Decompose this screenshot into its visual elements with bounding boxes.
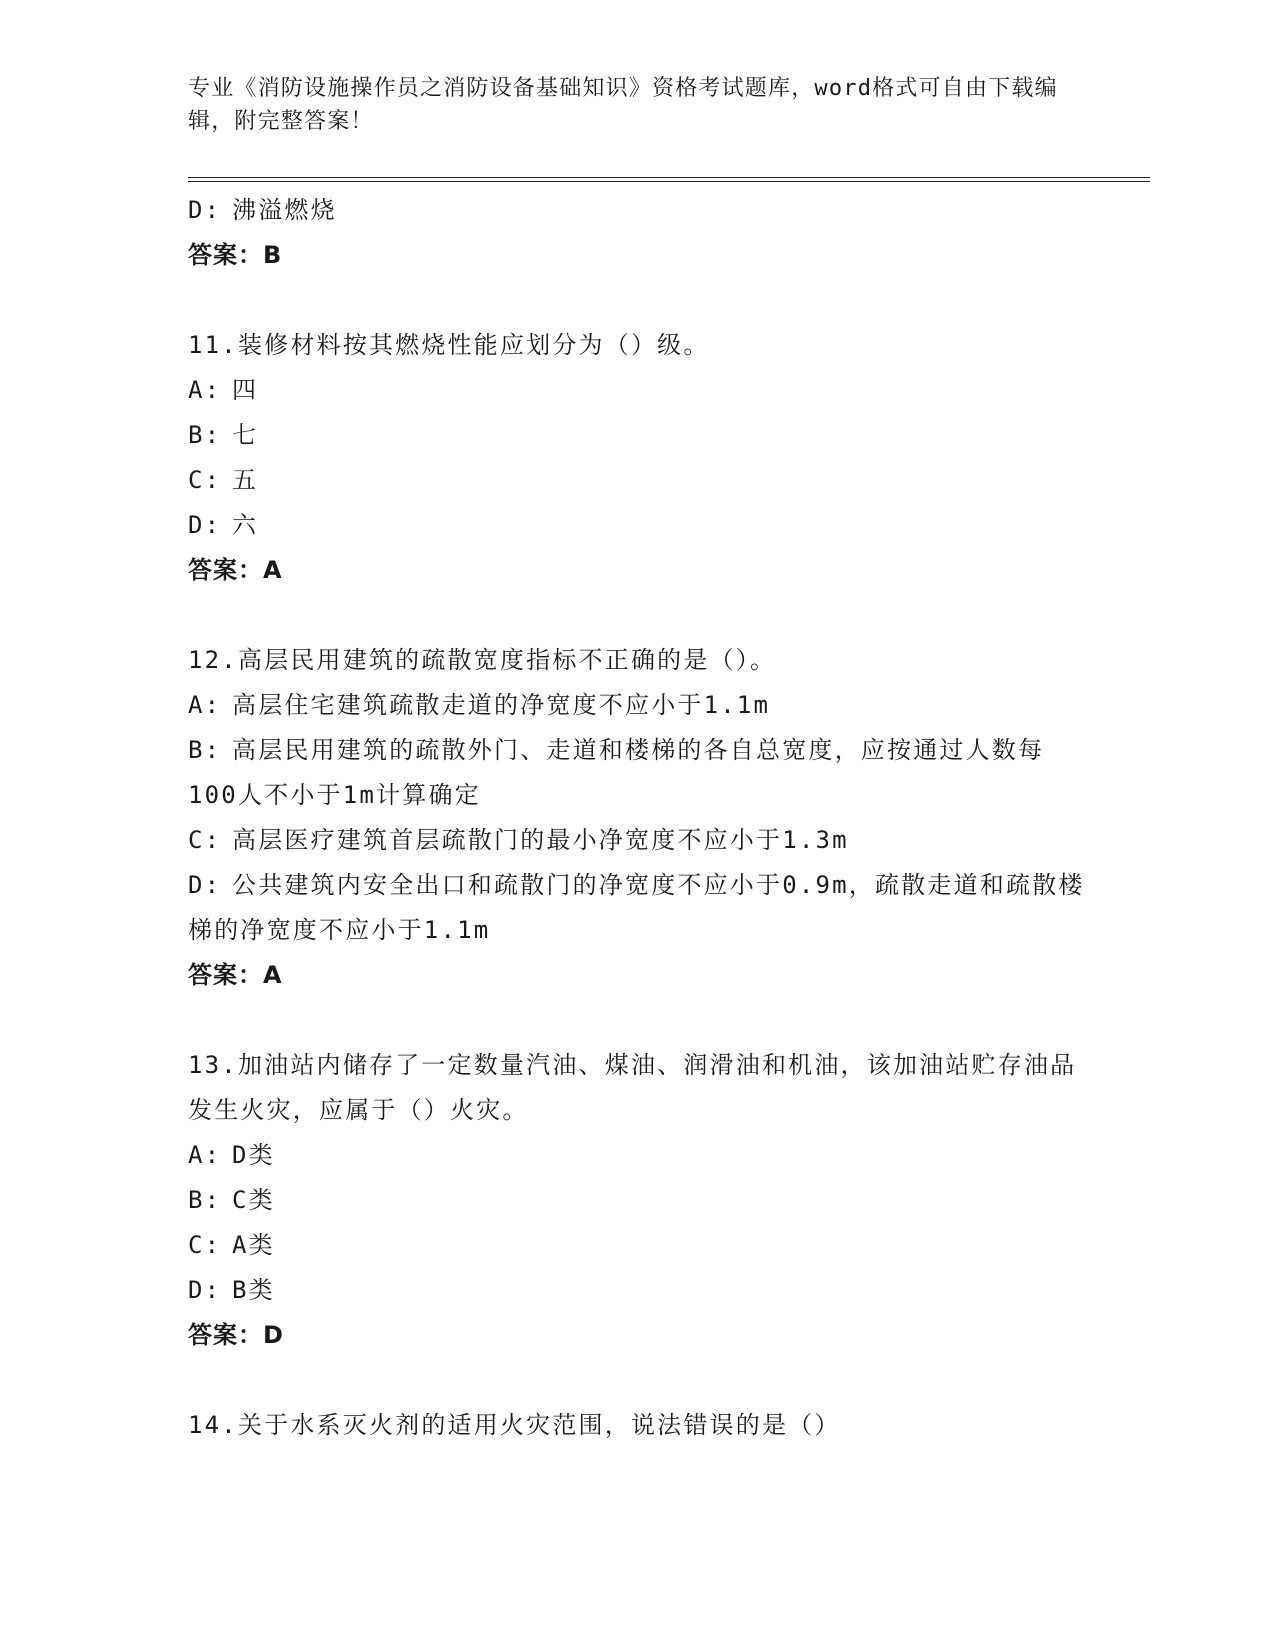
answer-line: 答案：B xyxy=(188,241,283,269)
option-label: D: xyxy=(188,511,222,539)
option-line xyxy=(188,413,1088,458)
option-label: D: xyxy=(188,871,222,899)
option-label: D: xyxy=(188,196,222,224)
option-label: C: xyxy=(188,466,222,494)
page-header: 专业《消防设施操作员之消防设备基础知识》资格考试题库，word格式可自由下载编辑，附完整答案！ xyxy=(188,76,1058,134)
question-gap xyxy=(188,593,1088,638)
option-label: C: xyxy=(188,1231,222,1259)
question-stem: 12.高层民用建筑的疏散宽度指标不正确的是（）。 xyxy=(188,646,777,674)
option-text: B类 xyxy=(232,1276,275,1304)
answer-line: 答案：A xyxy=(188,961,283,989)
option-line xyxy=(188,683,1088,728)
header-divider-bottom xyxy=(188,181,1150,182)
option-line xyxy=(188,863,1088,953)
option-label: A: xyxy=(188,1141,222,1169)
option-text: D类 xyxy=(232,1141,275,1169)
option-text: A类 xyxy=(232,1231,275,1259)
option-line xyxy=(188,368,1088,413)
option-line xyxy=(188,1268,1088,1313)
question-list xyxy=(188,188,1088,1448)
header-divider-top xyxy=(188,177,1150,178)
option-label: B: xyxy=(188,736,222,764)
option-line xyxy=(188,1178,1088,1223)
option-line xyxy=(188,728,1088,818)
option-text: 高层医疗建筑首层疏散门的最小净宽度不应小于1.3m xyxy=(232,826,849,854)
question-stem: 11.装修材料按其燃烧性能应划分为（）级。 xyxy=(188,331,710,359)
answer-line: 答案：D xyxy=(188,1321,284,1349)
option-label: C: xyxy=(188,826,222,854)
option-label: B: xyxy=(188,421,222,449)
option-line xyxy=(188,1223,1088,1268)
option-text: 六 xyxy=(232,511,259,539)
question-gap xyxy=(188,278,1088,323)
option-label: B: xyxy=(188,1186,222,1214)
option-label: A: xyxy=(188,376,222,404)
option-text: C类 xyxy=(232,1186,275,1214)
option-line xyxy=(188,458,1088,503)
option-text: 七 xyxy=(232,421,259,449)
option-line xyxy=(188,1133,1088,1178)
option-line xyxy=(188,818,1088,863)
option-text: 四 xyxy=(232,376,259,404)
answer-line: 答案：A xyxy=(188,556,283,584)
option-text: 五 xyxy=(232,466,259,494)
option-text: 公共建筑内安全出口和疏散门的净宽度不应小于0.9m，疏散走道和疏散楼梯的净宽度不应小于1.1m xyxy=(188,871,1085,944)
question-gap xyxy=(188,998,1088,1043)
option-label: D: xyxy=(188,1276,222,1304)
option-line xyxy=(188,188,1088,233)
option-text: 沸溢燃烧 xyxy=(232,196,337,224)
question-gap xyxy=(188,1358,1088,1403)
question-stem: 13.加油站内储存了一定数量汽油、煤油、润滑油和机油，该加油站贮存油品发生火灾，应属于（）火灾。 xyxy=(188,1051,1077,1124)
option-label: A: xyxy=(188,691,222,719)
question-stem: 14.关于水系灭火剂的适用火灾范围，说法错误的是（） xyxy=(188,1411,841,1439)
option-text: 高层住宅建筑疏散走道的净宽度不应小于1.1m xyxy=(232,691,771,719)
option-line xyxy=(188,503,1088,548)
option-text: 高层民用建筑的疏散外门、走道和楼梯的各自总宽度，应按通过人数每100人不小于1m计算确定 xyxy=(188,736,1045,809)
